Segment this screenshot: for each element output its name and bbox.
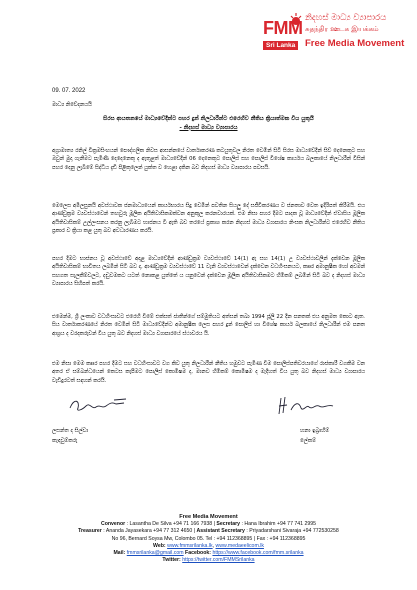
salutation: මාධ්‍ය නිවේදනයයි bbox=[52, 102, 92, 108]
mail-label: Mail: bbox=[113, 550, 126, 557]
web-link-1[interactable]: www.fmmsrilanka.lk bbox=[167, 542, 213, 549]
web-link-2[interactable]: www.medaeelicom.lk bbox=[215, 542, 264, 549]
signer-role: ලේකම් bbox=[300, 438, 317, 444]
paragraph-3: පහර දීමට භාජනය වූ අවස්ථාවේ අදාළ මාධ්‍යවේදීන් ආණ්ඩුක්‍රම ව්‍යවස්ථාවේ 14(1) ඇ සහ 14(1) උ ව්‍යවස්ථාවලින් දැක්වෙන මූලික අයිතිවාසිකම් භාවිතය ලබමින් සිටි බව ද, ආණ්ඩුක්‍රම ව්‍යවස්ථාවේ 11 වැනි ව්‍යවස්ථාවෙන් දැක්වෙන වධහිංසනයට, කෲර අමානුෂීක හෝ අවමන් සහගත සැලකීම්වලට, දඬුවමකට යටත් නොකළ යුත්තේ ය යනුවෙන් දැක්වෙන මූලික අයිතිවාසිකමට හිමිකම් ලබමින් සිටි බව ද නිදහස් මාධ්‍ය ව්‍යාපාරය සිහිපත් කරයි. bbox=[52, 256, 365, 288]
footer-org: Free Media Movement bbox=[179, 514, 238, 520]
logo-english: Free Media Movement bbox=[305, 38, 405, 49]
letter-date: 09. 07. 2022 bbox=[52, 88, 86, 94]
paragraph-5: එම නිසා මෙම කෲර පහර දීමට සහ වධහිංසාවට වග කිව යුතු නිලධාරීන් නීතිය හමුවට පැමිණ වීම පොලිස්පතිවරයාගේ රාජකාරී වගකීම වන අතර ඒ සම්බන්ධයෙන් කෙටස කැපීමට පොලිස් කොමිෂම ද, මානව හිමිකම් කොමිෂම ද මැදිහත් විය යුතු බව නිදහස් මාධ්‍ය ව්‍යාපාරය වැඩිදුරටත් සඳහන් කරයි. bbox=[52, 361, 365, 384]
logo-sinhala: නිදහස් මාධ්‍ය ව්‍යාපාරය bbox=[305, 13, 387, 23]
footer-line-3: No 96, Bernard Soysa Mw, Colombo 05. Tel : +94 112368895 | Fax : +94 112368895 bbox=[111, 535, 306, 542]
paragraph-4: එමෙන්ම, ශ්‍රී ලංකාව වධහිංසාවට එරෙහි වීමේ එක්සත් ජාතීන්ගේ සම්මුතියට අත්සන් තබා 1994 ජූලි 22 දින පනතක් එය අනුමත කොට ඇත. සිය වාර්තාකරණයේ නිරත වෙමින් සිටි මාධ්‍යවේදීන්ට අමානුෂීක ලෙස පහර දුන් පොලිස් හා විශේෂ කාර්ය බලකායේ නිලධාරීන් එම පනත ආශ්‍රය ද වරදකරුවන් විය යුතු බව නිදහස් මාධ්‍ය ව්‍යාපාරයේ ස්ථාවරය යි. bbox=[52, 314, 365, 337]
asst-secretary-label: Assistant Secretary bbox=[196, 528, 245, 535]
signer-name: ලසන්ත ද සිල්වා bbox=[52, 428, 89, 434]
logo-tamil: சுதந்திர ஊடக இயக்கம் bbox=[305, 25, 379, 33]
footer-line-6 bbox=[30, 557, 387, 564]
signer-role: කැඳවුම්කරු bbox=[52, 438, 78, 444]
fmm-logo bbox=[263, 12, 403, 70]
logo-country: Sri Lanka bbox=[263, 41, 298, 50]
signature-secretary bbox=[275, 394, 345, 418]
twitter-label: Twitter: bbox=[162, 557, 181, 564]
paragraph-2: මෙලෙස අමිලසුනයි අවස්ථාවක ජනමාධ්‍යයෙන් කාර්යභාරය සිදු වෙමින් පවතින සියලු දේ සජීවිකරණය ව ජනතාව වෙත ඉදිරිපත් කිරීමයි. එය ආණ්ඩුක්‍රම ව්‍යවස්ථාවෙන් තහවුරු මූලික අයිතිවාසිකමක්වන අනුකූල කරනවාරයක්. එම නිසා පහර දීමට පාදක වූ මාධ්‍යවේදීන් ඒවාසිය මූලික අයිතිවාසිකම් උල්ලංඝනය කරනු ලැබීමට භාජනය වී ඇති බව තරයේ ප්‍රකාශ කරන නිදහස් මාධ්‍ය ව්‍යාපාරය නිංසක නිලධාරීන්ට එරෙහිව නීතිය ප්‍රකාර ව ක්‍රියා කළ යුතු බව අවධාරණය කරයි. bbox=[52, 203, 365, 235]
signer-convenor bbox=[52, 426, 88, 446]
signer-secretary bbox=[300, 426, 329, 446]
facebook-label: Facebook: bbox=[185, 550, 211, 557]
logo-abbr: FMM bbox=[263, 18, 303, 38]
address: No 96, Bernard Soysa Mw, Colombo 05. bbox=[111, 535, 205, 542]
convenor-value: Lasantha De Silva +94 71 166 7938 bbox=[129, 521, 213, 528]
signature-convenor bbox=[66, 394, 136, 416]
footer-line-2: Treasurer : Ananda Jayasekara +94 77 312 4650 | Assistant Secretary : Priyadarshani Sivaraja +94 772530258 bbox=[78, 528, 339, 535]
secretary-value: Hana Ibrahim +94 77 741 2995 bbox=[244, 521, 317, 528]
footer-line-1: Convenor : Lasantha De Silva +94 71 166 7938 | Secretary : Hana Ibrahim +94 77 741 2995 bbox=[100, 521, 317, 528]
telephone: Tel : +94 112368895 bbox=[205, 535, 253, 542]
secretary-label: Secretary bbox=[216, 521, 241, 528]
paragraph-1: අග්‍රාමාත්‍ය රනිල් වික්‍රමසිංහයන් පෞද්ගලික නිවස ආසන්නයේ වාර්තාකරණ කටයුතුවල නිරත වෙමින් සිටි සිරස මාධ්‍යවේදීන් සිව් දෙනෙකුට සහ ඔවුන් මුදා ගැනීමට පැමිණි දෙදෙනෙකු ද ඇතුළත් මාධ්‍යවේදීන් 06 දෙනෙකුට පොලිස් සහ පොලිස් විශේෂ කාර්යය බලකායේ නිලධාරීන් විසින් පහර දෙනු ලැබීමේ සිද්ධිය දැඩි පිළිකුලෙන් යුක්ත ව හෙළා දකින බව නිදහස් මාධ්‍ය ව්‍යාපාරය පවසයි. bbox=[52, 148, 365, 171]
asst-secretary-value: Priyadarshani Sivaraja +94 772530258 bbox=[249, 528, 339, 535]
fax: Fax : +94 112368895 bbox=[256, 535, 306, 542]
title-line-2: - නිදහස් මාධ්‍ය ව්‍යාපාරය bbox=[179, 124, 238, 131]
facebook-link[interactable]: https://www.facebook.com/fmm.srilanka bbox=[212, 550, 304, 557]
convenor-label: Convenor bbox=[100, 521, 126, 528]
footer-line-5 bbox=[30, 550, 387, 557]
footer-line-4: Web: www.fmmsrilanka.lk, www.medaeelicom.lk bbox=[153, 542, 264, 549]
web-label: Web: bbox=[153, 542, 166, 549]
title-line-1: සිරස ආයතනයේ මාධ්‍යවේදීන්ට පහර දුන් නිලධාරීන්ට එරෙහිව නීතිය ක්‍රියාත්මක විය යුතුයි bbox=[103, 116, 314, 122]
treasurer-value: Ananda Jayasekara +94 77 312 4650 bbox=[105, 528, 193, 535]
twitter-link[interactable]: https://twitter.com/FMMSrilanka bbox=[182, 557, 255, 564]
footer bbox=[30, 514, 387, 564]
treasurer-label: Treasurer bbox=[78, 528, 102, 535]
signer-name: හනා ඉබ්‍රාහිම් bbox=[300, 428, 330, 434]
mail-link[interactable]: fmmsrilanka@gmail.com bbox=[126, 550, 184, 557]
letter-title bbox=[52, 115, 365, 132]
